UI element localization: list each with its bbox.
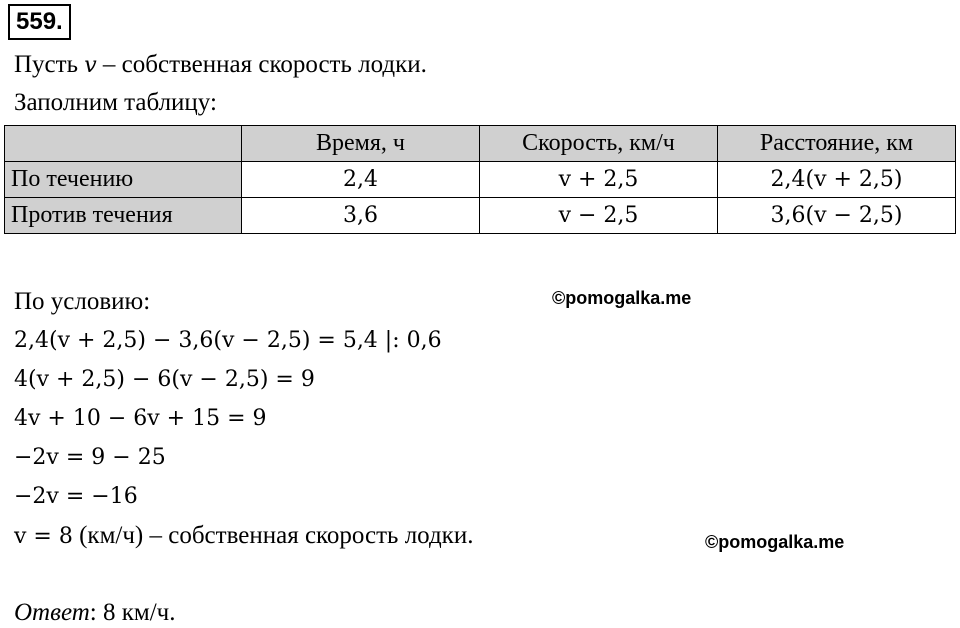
condition-label: По условию:: [14, 288, 151, 315]
result-math: v = 8: [14, 524, 73, 549]
data-table: [4, 125, 956, 234]
table-cell-time: 3,6: [242, 198, 480, 234]
result-text: (км/ч) – собственная скорость лодки.: [72, 522, 474, 549]
watermark: ©pomogalka.me: [705, 532, 845, 552]
result-line: [14, 521, 473, 552]
equation-line: 4(v + 2,5) − 6(v − 2,5) = 9: [14, 367, 315, 392]
table-cell-time: 2,4: [242, 162, 480, 198]
intro-variable: v: [84, 53, 97, 78]
intro-suffix: – собственная скорость лодки.: [96, 51, 427, 78]
table-header-row: [5, 126, 956, 162]
table-cell-speed: v − 2,5: [480, 198, 718, 234]
equation-line: −2v = −16: [14, 484, 138, 509]
intro-prefix: Пусть: [14, 51, 85, 78]
table-row: [5, 162, 956, 198]
fill-table-text: Заполним таблицу:: [14, 89, 217, 116]
equation-line: −2v = 9 − 25: [14, 445, 166, 470]
table-header-cell: Скорость, км/ч: [480, 126, 718, 162]
watermark: ©pomogalka.me: [552, 288, 692, 308]
answer-value: : 8 км/ч.: [89, 599, 176, 626]
table-header-cell: Время, ч: [242, 126, 480, 162]
table-cell-speed: v + 2,5: [480, 162, 718, 198]
equation-line: 2,4(v + 2,5) − 3,6(v − 2,5) = 5,4 |: 0,6: [14, 328, 442, 353]
answer-label: Ответ: [14, 599, 90, 626]
table-row-label: Против течения: [5, 198, 242, 234]
problem-number: 559.: [8, 4, 71, 40]
table-cell-distance: 2,4(v + 2,5): [718, 162, 956, 198]
table-row-label: По течению: [5, 162, 242, 198]
table-cell-distance: 3,6(v − 2,5): [718, 198, 956, 234]
intro-line: [14, 50, 427, 81]
table-header-cell: Расстояние, км: [718, 126, 956, 162]
equation-line: 4v + 10 − 6v + 15 = 9: [14, 406, 267, 431]
table-header-cell: [5, 126, 242, 162]
table-row: [5, 198, 956, 234]
